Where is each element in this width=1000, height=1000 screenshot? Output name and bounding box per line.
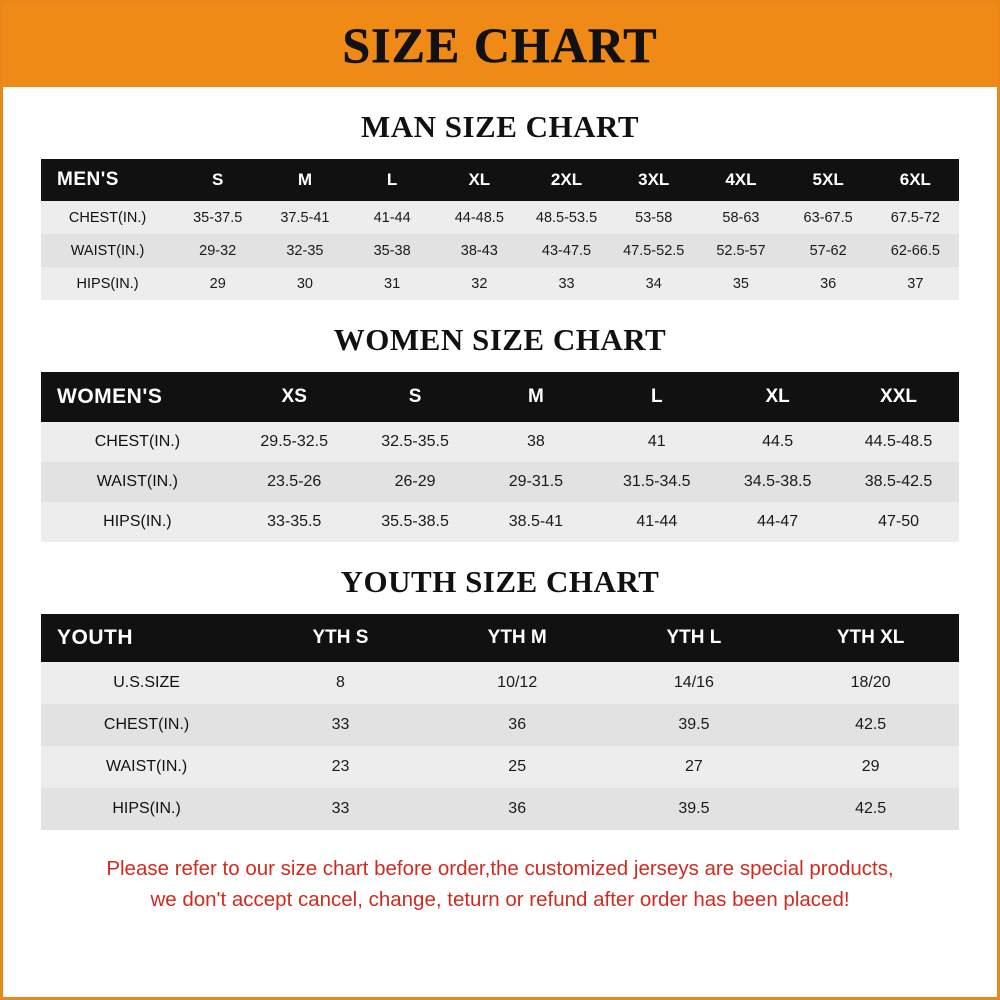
women-measure-label: CHEST(IN.) bbox=[41, 422, 234, 462]
women-size-column-header: S bbox=[355, 372, 476, 422]
youth-section-title: YOUTH SIZE CHART bbox=[340, 564, 660, 599]
youth-measure-value: 39.5 bbox=[606, 704, 783, 746]
men-measure-value: 63-67.5 bbox=[785, 201, 872, 234]
men-size-column-header: M bbox=[261, 159, 348, 201]
women-table-body bbox=[41, 422, 959, 542]
men-measure-value: 36 bbox=[785, 267, 872, 300]
youth-table-body bbox=[41, 662, 959, 830]
youth-measure-value: 29 bbox=[782, 746, 959, 788]
women-measure-label: WAIST(IN.) bbox=[41, 462, 234, 502]
men-size-column-header: 2XL bbox=[523, 159, 610, 201]
women-measure-value: 29-31.5 bbox=[475, 462, 596, 502]
men-size-table bbox=[41, 159, 959, 300]
youth-row-header-label: YOUTH bbox=[41, 614, 252, 662]
men-section-title: MAN SIZE CHART bbox=[360, 109, 640, 144]
men-table-body bbox=[41, 201, 959, 300]
men-size-column-header: 4XL bbox=[697, 159, 784, 201]
men-size-column-header: 6XL bbox=[872, 159, 959, 201]
youth-size-column-header: YTH S bbox=[252, 614, 429, 662]
banner bbox=[3, 3, 997, 87]
women-measure-value: 34.5-38.5 bbox=[717, 462, 838, 502]
women-size-column-header: M bbox=[475, 372, 596, 422]
men-measure-value: 29 bbox=[174, 267, 261, 300]
men-size-column-header: L bbox=[349, 159, 436, 201]
men-measure-value: 44-48.5 bbox=[436, 201, 523, 234]
footnote-line-2: we don't accept cancel, change, teturn or refund after order has been placed! bbox=[150, 887, 850, 911]
men-row-header-label: MEN'S bbox=[41, 159, 174, 201]
youth-size-table bbox=[41, 614, 959, 830]
youth-measure-value: 23 bbox=[252, 746, 429, 788]
youth-measure-value: 42.5 bbox=[782, 704, 959, 746]
women-table-row bbox=[41, 422, 959, 462]
youth-measure-value: 36 bbox=[429, 704, 606, 746]
youth-measure-value: 18/20 bbox=[782, 662, 959, 704]
women-row-header-label: WOMEN'S bbox=[41, 372, 234, 422]
women-table-row bbox=[41, 462, 959, 502]
youth-table-row bbox=[41, 704, 959, 746]
women-measure-value: 35.5-38.5 bbox=[355, 502, 476, 542]
women-measure-value: 47-50 bbox=[838, 502, 959, 542]
women-measure-value: 32.5-35.5 bbox=[355, 422, 476, 462]
women-size-table bbox=[41, 372, 959, 542]
men-measure-value: 57-62 bbox=[785, 234, 872, 267]
footnote bbox=[19, 854, 981, 916]
women-size-column-header: L bbox=[596, 372, 717, 422]
men-measure-value: 52.5-57 bbox=[697, 234, 784, 267]
men-measure-value: 34 bbox=[610, 267, 697, 300]
youth-table-row bbox=[41, 662, 959, 704]
women-measure-value: 44-47 bbox=[717, 502, 838, 542]
youth-measure-value: 8 bbox=[252, 662, 429, 704]
men-measure-value: 35-37.5 bbox=[174, 201, 261, 234]
footnote-line-1: Please refer to our size chart before order,the customized jerseys are special products, bbox=[106, 857, 894, 880]
youth-measure-value: 27 bbox=[606, 746, 783, 788]
men-measure-value: 38-43 bbox=[436, 234, 523, 267]
men-measure-value: 58-63 bbox=[697, 201, 784, 234]
women-measure-value: 38.5-41 bbox=[475, 502, 596, 542]
women-measure-value: 44.5 bbox=[717, 422, 838, 462]
men-measure-value: 48.5-53.5 bbox=[523, 201, 610, 234]
men-table-row bbox=[41, 234, 959, 267]
men-measure-value: 67.5-72 bbox=[872, 201, 959, 234]
men-measure-value: 29-32 bbox=[174, 234, 261, 267]
youth-table-header-row bbox=[41, 614, 959, 662]
men-measure-value: 37.5-41 bbox=[261, 201, 348, 234]
youth-size-section bbox=[3, 564, 997, 830]
men-measure-value: 35 bbox=[697, 267, 784, 300]
men-measure-value: 53-58 bbox=[610, 201, 697, 234]
men-measure-value: 32 bbox=[436, 267, 523, 300]
youth-measure-value: 42.5 bbox=[782, 788, 959, 830]
youth-table-row bbox=[41, 746, 959, 788]
men-table-row bbox=[41, 201, 959, 234]
men-measure-value: 37 bbox=[872, 267, 959, 300]
men-table-row bbox=[41, 267, 959, 300]
men-size-column-header: S bbox=[174, 159, 261, 201]
women-size-column-header: XL bbox=[717, 372, 838, 422]
women-measure-value: 23.5-26 bbox=[234, 462, 355, 502]
women-measure-value: 31.5-34.5 bbox=[596, 462, 717, 502]
women-measure-value: 26-29 bbox=[355, 462, 476, 502]
men-measure-value: 35-38 bbox=[349, 234, 436, 267]
women-size-column-header: XS bbox=[234, 372, 355, 422]
youth-measure-label: U.S.SIZE bbox=[41, 662, 252, 704]
men-measure-label: CHEST(IN.) bbox=[41, 201, 174, 234]
youth-size-column-header: YTH L bbox=[606, 614, 783, 662]
youth-measure-value: 33 bbox=[252, 704, 429, 746]
youth-measure-value: 39.5 bbox=[606, 788, 783, 830]
youth-measure-value: 33 bbox=[252, 788, 429, 830]
page-title: SIZE CHART bbox=[342, 17, 658, 73]
men-measure-value: 31 bbox=[349, 267, 436, 300]
men-measure-value: 43-47.5 bbox=[523, 234, 610, 267]
youth-measure-value: 25 bbox=[429, 746, 606, 788]
youth-size-column-header: YTH XL bbox=[782, 614, 959, 662]
women-size-section bbox=[3, 322, 997, 542]
men-table-header-row bbox=[41, 159, 959, 201]
women-measure-value: 29.5-32.5 bbox=[234, 422, 355, 462]
youth-measure-value: 10/12 bbox=[429, 662, 606, 704]
women-table-header-row bbox=[41, 372, 959, 422]
women-measure-value: 33-35.5 bbox=[234, 502, 355, 542]
youth-table-row bbox=[41, 788, 959, 830]
men-measure-label: WAIST(IN.) bbox=[41, 234, 174, 267]
men-measure-value: 62-66.5 bbox=[872, 234, 959, 267]
youth-measure-value: 14/16 bbox=[606, 662, 783, 704]
women-measure-value: 38.5-42.5 bbox=[838, 462, 959, 502]
women-measure-value: 44.5-48.5 bbox=[838, 422, 959, 462]
men-size-column-header: 3XL bbox=[610, 159, 697, 201]
men-measure-value: 30 bbox=[261, 267, 348, 300]
youth-measure-label: HIPS(IN.) bbox=[41, 788, 252, 830]
men-measure-value: 33 bbox=[523, 267, 610, 300]
youth-size-column-header: YTH M bbox=[429, 614, 606, 662]
women-size-column-header: XXL bbox=[838, 372, 959, 422]
women-measure-value: 41 bbox=[596, 422, 717, 462]
men-size-column-header: XL bbox=[436, 159, 523, 201]
men-measure-value: 41-44 bbox=[349, 201, 436, 234]
women-measure-value: 41-44 bbox=[596, 502, 717, 542]
men-measure-label: HIPS(IN.) bbox=[41, 267, 174, 300]
women-section-title: WOMEN SIZE CHART bbox=[333, 322, 667, 357]
men-size-section bbox=[3, 109, 997, 300]
men-measure-value: 32-35 bbox=[261, 234, 348, 267]
men-measure-value: 47.5-52.5 bbox=[610, 234, 697, 267]
youth-measure-label: CHEST(IN.) bbox=[41, 704, 252, 746]
women-measure-value: 38 bbox=[475, 422, 596, 462]
youth-measure-value: 36 bbox=[429, 788, 606, 830]
youth-measure-label: WAIST(IN.) bbox=[41, 746, 252, 788]
women-measure-label: HIPS(IN.) bbox=[41, 502, 234, 542]
women-table-row bbox=[41, 502, 959, 542]
men-size-column-header: 5XL bbox=[785, 159, 872, 201]
